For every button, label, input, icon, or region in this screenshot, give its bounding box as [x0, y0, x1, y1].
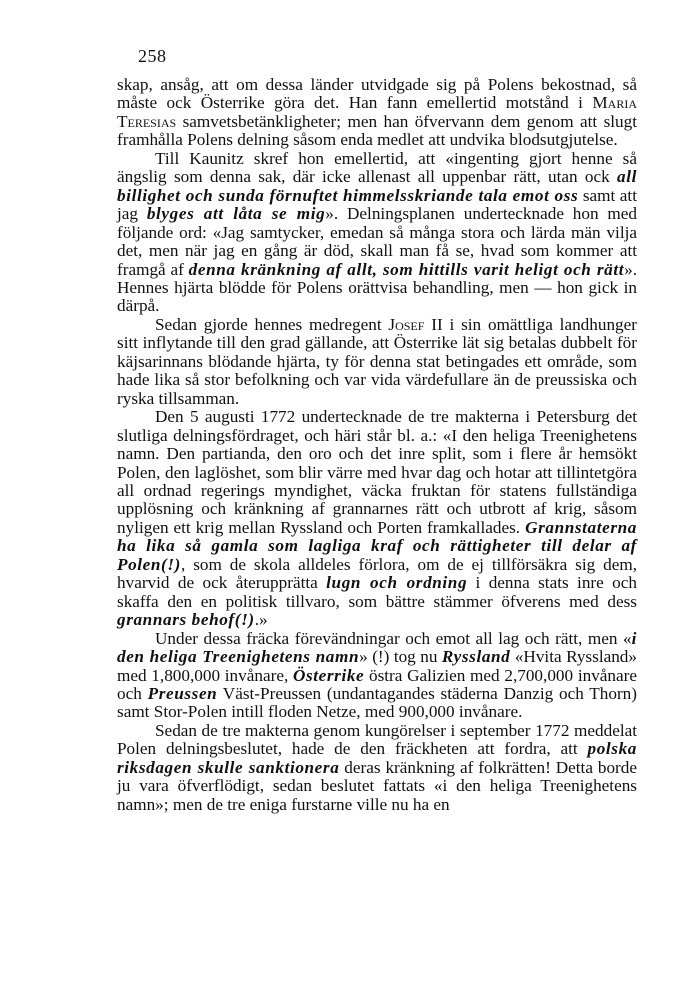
text-run: Väst-Preussen (undantagandes städerna Danzig och Thorn) samt Stor-Polen intill floden Netze, med 900,000 invånare. — [117, 683, 637, 722]
text-run: skap, ansåg, att om dessa länder utvidgade sig på Polens bekostnad, så måste ock Österrike göra det. Han fann emellertid motstånd i — [117, 75, 637, 113]
emphasis-text: i den heliga Treenighetens namn — [117, 628, 637, 667]
paragraph — [117, 150, 637, 316]
text-run: Sedan gjorde hennes medregent — [155, 314, 389, 334]
text-run: samt att jag — [117, 185, 637, 224]
page-number: 258 — [138, 46, 167, 66]
emphasis-text: lugn och ordning — [326, 573, 468, 593]
body-text — [117, 76, 637, 814]
emphasis-text: Preussen — [147, 683, 218, 703]
emphasis-text: blyges att låta se mig — [146, 204, 326, 224]
text-run: ». Hennes hjärta blödde för Polens orättvisa behandling, men — hon gick in därpå. — [117, 259, 637, 316]
emphasis-text: Ryssland — [441, 647, 511, 667]
emphasis-text: Grannstaterna ha lika så gamla som lagliga kraf och rättigheter till delar af Polen(!) — [117, 517, 637, 574]
text-run: deras kränkning af folkrätten! Detta borde ju vara öfverflödigt, sedan beslutet fattats «i den heliga Treenighetens namn»; men de tre eniga furstarne ville nu ha en — [117, 757, 637, 814]
text-run: , som de skola alldeles förlora, om de ej tillförsäkra sig dem, hvarvid de ock återupprätta — [117, 554, 637, 593]
emphasis-text: all billighet och sunda förnuftet himmelsskriande tala emot oss — [117, 167, 637, 205]
paragraph — [117, 316, 637, 408]
emphasis-text: grannars behof(!) — [117, 610, 255, 630]
emphasis-text: denna kränkning af allt, som hittills varit heligt och rätt — [188, 259, 625, 279]
paragraph — [117, 76, 637, 150]
paragraph — [117, 722, 637, 814]
paragraph — [117, 630, 637, 722]
paragraph — [117, 408, 637, 629]
text-run: i denna stats inre och skaffa den en politisk tillvaro, som bättre stämmer öfverens med dess — [117, 573, 637, 611]
text-run: Under dessa fräcka förevändningar och emot all lag och rätt, men « — [155, 628, 632, 648]
name-smallcaps: Maria Teresias — [117, 93, 637, 131]
text-run: «Hvita Ryssland» med 1,800,000 invånare, — [117, 647, 637, 685]
text-run: .» — [254, 610, 268, 630]
text-run: samvetsbetänkligheter; men han öfvervann dem genom att slugt framhålla Polens delning såsom enda medlet att undvika blodsutgjutelse. — [117, 111, 637, 150]
text-run: Till Kaunitz skref hon emellertid, att «ingenting gjort henne så ängslig som denna sak, där icke allenast all uppenbar rätt, utan ock — [117, 148, 637, 187]
text-run: Den 5 augusti 1772 undertecknade de tre makterna i Petersburg det slutliga delningsfördraget, och häri står bl. a.: «I den heliga Treenighetens namn. Den partianda, den oro och det inre split, som i flere år hemsökt Polen, den laglöshet, som blir värre med hvar dag och hotar att tillintetgöra all ordnad regerings myndighet, väcka fruktan för statens fullständiga upplösning och kränkning af grannarnes rätt och utbrott af krig, såsom nyligen ett krig mellan Ryssland och Porten framkallades. — [117, 407, 637, 537]
emphasis-text: polska riksdagen skulle sanktionera — [117, 739, 637, 777]
text-run: II i sin omättliga landhunger sitt inflytande till den grad gällande, att Österrike lät sig betalas dubbelt för käjsarinnans blödande hjärta, ty för denna stat betingades ett område, som hade lika så stor befolkning och var vida värdefullare än de preussiska och ryska tillsamman. — [117, 314, 637, 408]
emphasis-text: Österrike — [292, 665, 365, 685]
text-run: » (!) tog nu — [359, 647, 442, 667]
text-run: ». Delningsplanen undertecknade hon med följande ord: «Jag samtycker, emedan så många stora och lärda män vilja det, men när jag en gång är död, skall man få se, hvad som kommer att framgå af — [117, 204, 638, 279]
name-smallcaps: Josef — [388, 314, 425, 334]
text-run: Sedan de tre makterna genom kungörelser i september 1772 meddelat Polen delningsbeslutet, hade de den fräckheten att fordra, att — [117, 720, 637, 759]
text-run: östra Galizien med 2,700,000 invånare och — [117, 665, 637, 703]
